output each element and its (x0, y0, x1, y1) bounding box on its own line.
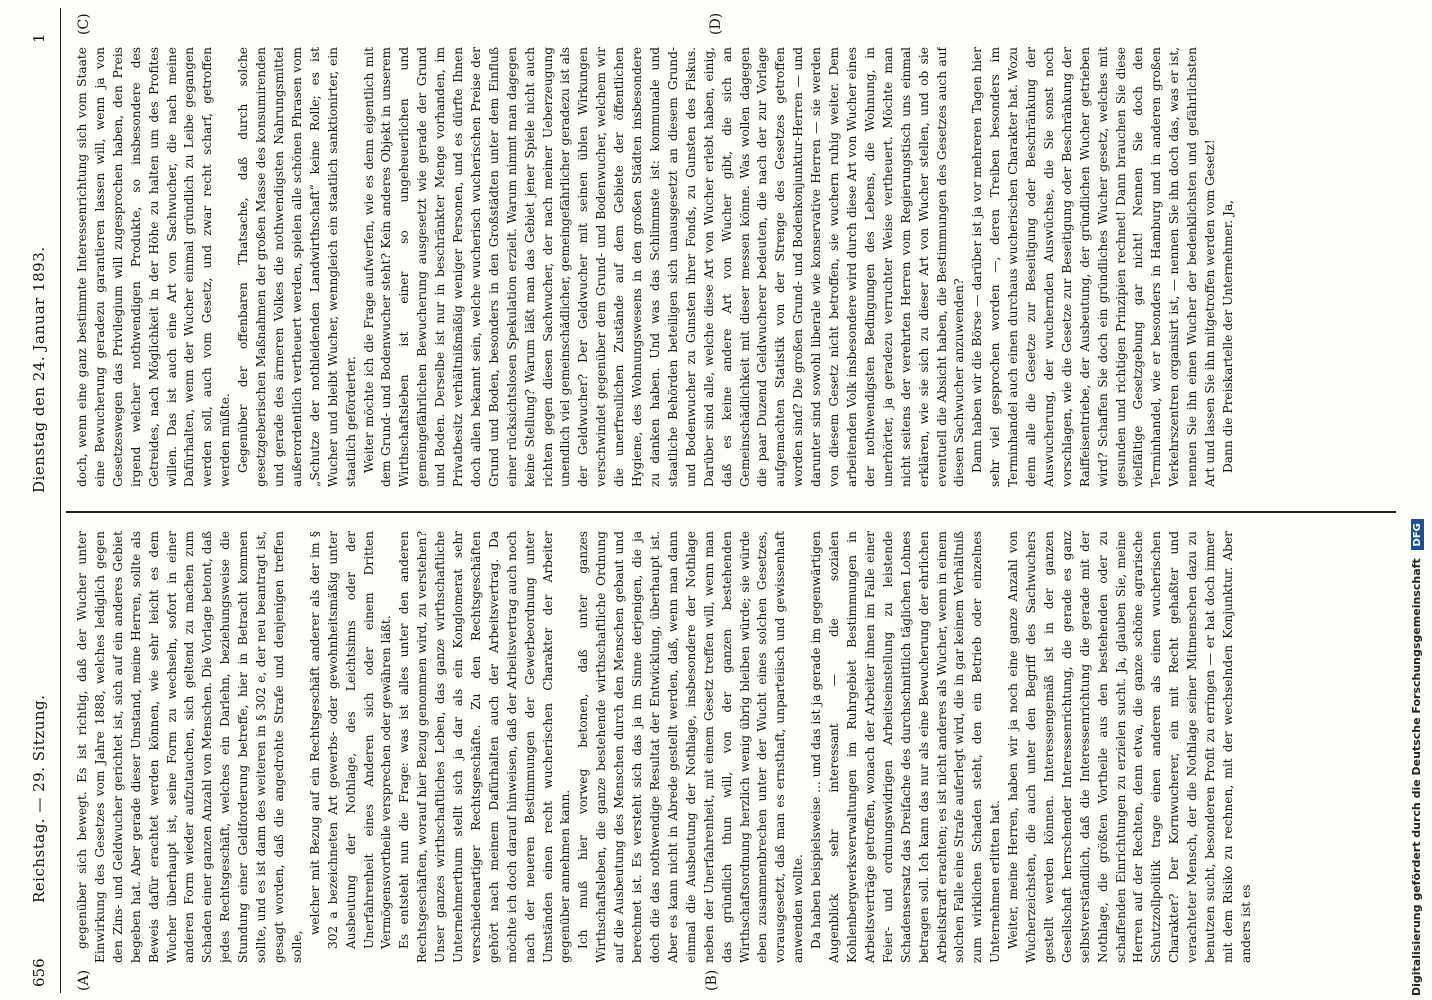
paragraph: Dann die Preiskartelle der Unternehmer. Ja, (1221, 200, 1235, 473)
header-left-title: Reichstag. — 29. Sitzung. (30, 694, 48, 903)
margin-letter-b: (B) (704, 969, 720, 991)
page-header (16, 8, 61, 993)
paragraph: gegenüber sich bewegt. Es ist richtig, daß der Wucher unter Einwirkung des Gesetzes vom Jahre 1888, welches lediglich gegen den Zins- und Geldwucher gerichtet ist, sich auf ein anderes Gebiet begeben hat. Aber gerade dieser Umstand, meine Herren, sollte als Beweis dafür erachtet werden können, wie sehr leicht es dem Wucher überhaupt ist, seine Form zu wechseln, sofort in einer anderen Form wieder aufzutauchen, sich geltend zu machen zum Schaden einer ganzen Anzahl von Menschen. Die Vorlage betont, daß jedes Rechtsgeschäft, welches ein Darlehn, beziehungsweise die Stundung einer Geldforderung betreffe, hier in Betracht kommen sollte, und es ist dann des weiteren in § 302 e, der neu beantragt ist, gesagt worden, daß die angedrohte Strafe und denjenigen treffen solle, (75, 531, 304, 963)
dfg-footer (1410, 519, 1424, 996)
margin-letter-a: (A) (76, 969, 92, 991)
header-right-title: Dienstag den 24. Januar 1893. (30, 246, 48, 493)
column-divider (66, 512, 1396, 514)
header-mark: 1 (30, 33, 48, 43)
paragraph: doch, wenn eine ganz bestimmte Interessenrichtung sich vom Staate eine Bewucherung geradezu garantieren lassen will, wenn ja von Gesetzeswegen das Privilegium will zugesprochen haben, den Preis irgend welcher nothwendigen Produkte, so insbesondere des Getreides, nach Möglichkeit in der Höhe zu halten um des Profites willen. Das ist auch eine Art von Sachwucher, die nach meine Dafürhalten, wenn der Wucher einmal gründlich zu Leibe gegangen werden soll, auch vom Gesetz, und zwar recht scharf, getroffen werden müßte. (75, 47, 233, 487)
paragraph: welcher mit Bezug auf ein Rechtsgeschäft anderer als der im § 302 a bezeichneten Art gewerbs- oder gewohnheitsmäßig unter Ausbeutung der Nothlage, des Leichtsinns oder der Unerfahrenheit eines Anderen sich oder einem Dritten Vermögensvortheile versprechen oder gewähren läßt. (307, 531, 394, 949)
paragraph: Weiter möchte ich die Frage aufwerfen, wie es denn eigentlich mit dem Grund- und Bodenwucher steht? Kein anderes Objekt in unserem Wirthschaftsleben ist einer so ungeheuerlichen und gemeingefährlichen Bewucherung ausgesetzt wie gerade der Grund und Boden. Derselbe ist nur in beschränkter Menge vorhanden, im Privatbesitz verhältnißmäßig weniger Personen, und es dürfte Ihnen doch allen bekannt sein, welche wucherisch wucherischen Preise der Grund und Boden, besonders in den Großstädten unter dem Einfluß einer rücksichtslosen Spekulation erzielt. Warum nimmt man dagegen keine Stellung? Warum läßt man das Gebiet jener Spiele nicht auch richten gegen diesen Sachwucher, der nach meiner Ueberzeugung unendlich viel gemeinschädlicher, gemeingefährlicher geradezu ist als der Geldwucher? Der Geldwucher mit seinen üblen Wirkungen verschwindet gegenüber dem Grund- und Bodenwucher, welchem wir die unerfreulichen Zustände auf dem Gebiete der öffentlichen Hygiene, des Wohnungswesens in den großen Städten insbesondere zu danken haben. Und was das Schlimmste ist: kommunale und staatliche Behörden beteiligen sich unausgesetzt an diesem Grund- und Bodenwucher zu Gunsten ihrer Fonds, zu Gunsten des Fiskus. Darüber sind alle, welche diese Art von Wucher erlebt haben, einig, daß es keine andere Art von Wucher gibt, die sich an Gemeinschädlichkeit mit dieser messen könne. Was wollen dagegen die paar Duzend Geldwucherer bedeuten, die nach der zur Vorlage aufgemachten Statistik von der Strenge des Gesetzes getroffen worden sind? Die großen Grund- und Bodenkonjunktur-Herren — und darunter sind sowohl liberale wie konservative Herren — sie werden von diesem Gesetz nicht betroffen, sie wuchern ruhig weiter. Dem arbeitenden Volk insbesondere wird durch diese Art von Wucher eines der nothwendigsten Bedingungen des Lebens, die Wohnung, in unerhörter, ja geradezu verruchter Weise vertheuert. Möchte man nicht seitens der verehrten Herren vom Regierungstisch uns einmal erklären, wie sie sich zu dieser Art von Wucher stellen, und ob sie eventuell die Absicht haben, die Bestimmungen des Gesetzes auch auf diesen Sachwucher anzuwenden? (361, 47, 967, 487)
paragraph: Ich muß hier vorweg betonen, daß unter ganzes Wirthschaftsleben, die ganze bestehende wirthschaftliche Ordnung auf die Ausbeutung des Menschen durch den Menschen gebaut und berechnet ist. Es versteht sich das ja im Sinne derjenigen, die ja doch die das nothwendige Resultat der Entwicklung, überhaupt ist. Aber es kann nicht in Abrede gestellt werden, daß, wenn man dann einmal die Ausbeutung der Nothlage, insbesondere der Nothlage neben der Unerfahrenheit, mit einem Gesetz treffen will, wenn man das gründlich thun will, von der ganzen bestehenden Wirthschaftsordnung herzlich wenig übrig bleiben würde; sie würde eben zusammenbrechen unter der Wucht eines solchen Gesetzes, vorausgesetzt, daß man es ernsthaft, unparteiisch und gewissenhaft anwenden wollte. (576, 531, 806, 963)
paragraph: Gegenüber der offenbaren Thatsache, daß durch solche gesetzgeberischen Maßnahmen der großen Masse des konsumirenden und gerade des ärmeren Volkes die nothwendigsten Nahrungsmittel außerordentlich vertheuert werden, spielen alle schönen Phrasen vom „Schutze der nothleidenden Landwirthschaft“ keine Rolle; es ist Wucher und bleibt Wucher, wenngleich ein staatlich sanktionirter, ein staatlich geförderter. (236, 47, 358, 487)
paragraph: Da haben beispielsweise ... und das ist ja gerade im gegenwärtigen Augenblick sehr interessant — die sozialen Kohlenbergwerksverwaltungen im Ruhrgebiet Bestimmungen in Arbeitsverträge getroffen, wonach der Arbeiter ihnen im Falle einer Feier- und ordnungswidrigen Arbeitseinstellung zu leistende Schadensersatz das Dreifache des durchschnittlich täglichen Lohnes betragen soll. Ich kann das nur als eine Bewucherung der ehrlichen Arbeitskraft erachten; es ist nicht anderes als Wucher, wenn in einem solchen Falle eine Strafe auferlegt wird, die in gar keinem Verhältniß zum wirklichen Schaden steht, den ein Betrieb oder einzelnes Unternehmen erlitten hat. (809, 531, 1003, 963)
dfg-logo: DFG (1411, 519, 1424, 550)
paragraph: Dann haben wir die Börse — darüber ist ja vor mehreren Tagen hier sehr viel gesprochen worden —, deren Treiben besonders im Terminhandel auch einen durchaus wucherischen Charakter hat. Wozu denn alle die Gesetze zur Beseitigung oder Beschränkung der Auswucherung, der wuchernden Auswüchse, die Sie sonst noch vorschlagen, wie die Gesetze zur Beseitigung oder Beschränkung der Raiffeisentriebe, der Ausbeutung, der gründlichen Wucher getrieben wird? Schaffen Sie doch ein gründliches Wucher gesetz, welches mit gesunden und richtigen Prinzipien rechnet! Dann brauchen Sie diese vielfältige Gesetzgebung gar nicht! Nennen Sie doch den Terminhandel, wie er besonders in Hamburg und in anderen großen Verkehrszentren organisirt ist, — nennen Sie ihn doch das, was er ist, nennen Sie ihn einen Wucher der bedenklichsten und gefährlichsten Art und lassen Sie ihn mitgetroffen werden vom Gesetz! (970, 47, 1218, 487)
rotated-page (16, 8, 1404, 993)
footer-text: Digitalisierung gefördert durch die Deutsche Forschungsgemeinschaft (1410, 558, 1423, 996)
left-column (74, 531, 1394, 963)
margin-letter-c: (C) (76, 13, 92, 35)
margin-letter-d: (D) (708, 12, 724, 35)
right-column (74, 47, 1394, 487)
page-number: 656 (30, 958, 48, 987)
paragraph: Es entsteht nun die Frage: was ist alles unter den anderen Rechtsgeschäften, worauf hier Bezug genommen wird, zu verstehen? Unser ganzes wirthschaftliches Leben, das ganze wirthschaftliche Unternehmerthum stellt sich ja dar als ein Konglomerat sehr verschiedenartiger Rechtsgeschäfte. Zu den Rechtsgeschäften gehört nach meinem Dafürhalten auch der Arbeitsvertrag. Da möchte ich doch darauf hinweisen, daß der Arbeitsvertrag auch noch nach der neueren Bestimmungen der Gewerbeordnung unter Umständen einen recht wucherischen Charakter der Arbeiter gegenüber annehmen kann. (397, 531, 573, 963)
paragraph: Weiter, meine Herren, haben wir ja noch eine ganze Anzahl von Wucherzeichsten, die auch unter den Begriff des Sachwuchers gestellt werden können. Interessengemäß ist in der ganzen Gesellschaft herrschender Interessenrichtung, die gerade es ganz selbstverständlich, daß die Interessenrichtung die gerade mit der Nothlage, die größten Vortheile aus den bestehenden oder zu schaffenden Einrichtungen zu erzielen sucht. Ja, glauben Sie, meine Herren auf der Rechten, denn etwa, die ganze schöne agrarische Schutzzollpolitik trage einen anderen als einen wucherischen Charakter? Der Kornwucherer, ein mit Recht gehaßter und verachteter Mensch, der die Nothlage seiner Mitmenschen dazu zu benutzen sucht, besonderen Profit zu erringen — er hat doch immer mit dem Risiko zu rechnen, mit der wechselnden Konjunktur. Aber anders ist es (1006, 531, 1253, 963)
